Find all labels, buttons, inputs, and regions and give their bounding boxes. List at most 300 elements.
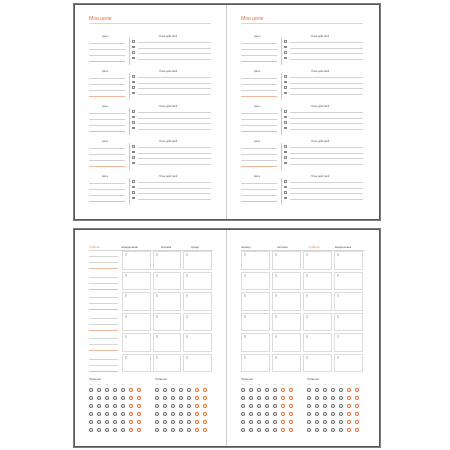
plan-line [138,153,211,154]
habit-circle [129,388,133,392]
date-marker [125,315,127,318]
weekday-abbr: вс [138,384,140,386]
checkbox [284,92,287,95]
checkbox [132,51,135,54]
habit-circle [257,388,261,392]
goal-line [241,113,277,114]
habit-circle [307,428,311,432]
habit-circle [89,428,93,432]
habit-circle [179,412,183,416]
date-marker [244,253,246,256]
habits-label: Привычки [89,378,101,381]
checkbox [132,180,135,183]
date-marker [306,335,308,338]
habit-circle [89,412,93,416]
goal-label: Цель [254,70,261,73]
habit-circle [203,428,207,432]
habit-circle [121,396,125,400]
habit-circle [195,412,199,416]
habit-circle [121,428,125,432]
habit-circle [137,388,141,392]
day-cell [303,272,332,291]
habit-circle [105,396,109,400]
habit-circle [315,428,319,432]
plan-label: План действий [159,175,178,178]
date-marker [186,335,188,338]
date-marker [186,315,188,318]
day-cell [272,292,301,311]
day-cell [122,272,151,291]
goal-line [89,148,125,149]
plan-line [138,182,211,183]
habit-circle [113,412,117,416]
day-cell [153,313,182,332]
date-marker [186,294,188,297]
checkbox [132,191,135,194]
day-cell [272,313,301,332]
checkbox [284,121,287,124]
habit-circle [97,388,101,392]
date-marker [156,315,158,318]
weekday-abbr: вс [290,384,292,386]
goal-line [89,78,125,79]
day-cell [272,272,301,291]
goal-line [241,148,277,149]
goal-line [89,61,125,62]
habit-circle [331,388,335,392]
habit-circle [347,404,351,408]
weekday-abbr: вт [164,384,166,386]
checkbox [284,51,287,54]
goal-line [89,201,125,202]
habit-circle [129,428,133,432]
habit-circle [121,388,125,392]
block-divider [281,143,282,170]
weekday-label: среда [191,245,199,249]
goal-block [89,140,211,170]
goal-label: Цель [254,35,261,38]
checkbox [284,156,287,159]
habit-circle [105,404,109,408]
habit-circle [105,412,109,416]
date-marker [306,294,308,297]
habit-circle [129,420,133,424]
date-marker [275,356,277,359]
checkbox [132,156,135,159]
habit-circle [129,396,133,400]
habit-circle [355,388,359,392]
habit-tracker [89,378,149,440]
weekday-abbr: ср [172,384,174,386]
date-marker [244,274,246,277]
note-line [89,365,118,366]
weekday-abbr: ср [258,384,260,386]
weekday-abbr: пт [340,384,342,386]
plan-line [290,59,363,60]
habit-circle [241,420,245,424]
block-divider [129,178,130,205]
plan-line [138,199,211,200]
day-cell [334,354,363,373]
habit-circle [347,420,351,424]
plan-line [290,123,363,124]
plan-label: План действий [311,175,330,178]
date-marker [156,335,158,338]
habit-circle [155,388,159,392]
habit-circle [249,428,253,432]
goals-page-left [75,5,226,219]
habit-circle [331,404,335,408]
habit-circle [249,412,253,416]
habit-circle [289,404,293,408]
weekday-abbr: чт [266,384,268,386]
habit-circle [187,404,191,408]
date-marker [156,294,158,297]
habit-circle [155,412,159,416]
day-cell [334,313,363,332]
habit-circle [113,404,117,408]
date-marker [156,253,158,256]
habit-circle [289,396,293,400]
weekday-abbr: ср [106,384,108,386]
goal-label: Цель [102,175,109,178]
habit-circle [281,412,285,416]
habit-circle [315,412,319,416]
habit-circle [179,428,183,432]
habit-circle [155,396,159,400]
note-line [89,262,118,263]
checkbox [284,81,287,84]
day-cell [153,272,182,291]
habit-circle [257,420,261,424]
plan-line [138,123,211,124]
habits-label: Привычки [241,378,253,381]
goal-block [89,175,211,205]
plan-line [290,94,363,95]
date-marker [125,356,127,359]
habit-circle [339,396,343,400]
goal-line [241,131,277,132]
checkbox [132,92,135,95]
habit-circle [203,412,207,416]
note-line [89,256,118,257]
weekday-label: суббота [89,245,100,249]
note-line [89,359,118,360]
goal-label: Цель [254,175,261,178]
checkbox [284,162,287,165]
goal-block [241,105,363,135]
goal-line [89,49,125,50]
goal-line [89,166,125,167]
plan-label: План действий [159,140,178,143]
checkbox [132,127,135,130]
habit-circle [137,420,141,424]
habit-circle [257,428,261,432]
habit-tracker [155,378,215,440]
habit-circle [203,404,207,408]
date-marker [156,274,158,277]
habit-circle [339,388,343,392]
goal-block [89,105,211,135]
weekday-label: пятница [277,245,288,249]
goal-label: Цель [254,105,261,108]
day-cell [241,333,270,352]
note-line [89,318,118,319]
habit-circle [195,420,199,424]
plan-line [290,147,363,148]
goal-line [89,113,125,114]
goal-line [241,49,277,50]
checkbox [132,145,135,148]
checkbox [132,151,135,154]
checkbox [284,57,287,60]
plan-label: План действий [311,70,330,73]
habit-circle [289,412,293,416]
day-cell [303,354,332,373]
plan-line [290,88,363,89]
note-line [89,283,118,284]
habit-circle [289,420,293,424]
weekday-abbr: пн [156,384,158,386]
day-cell [334,251,363,270]
habit-circle [179,420,183,424]
weekday-abbr: вт [316,384,318,386]
goal-line [241,166,277,167]
plan-line [290,42,363,43]
day-cell [153,333,182,352]
day-cell [122,292,151,311]
habit-circle [121,420,125,424]
block-divider [281,108,282,135]
goal-line [241,61,277,62]
weekday-abbr: чт [114,384,116,386]
habit-circle [331,420,335,424]
date-marker [337,294,339,297]
habit-circle [323,404,327,408]
habit-circle [195,388,199,392]
checkbox [132,46,135,49]
habit-circle [265,388,269,392]
habit-circle [129,412,133,416]
day-cell [153,292,182,311]
habits-label: Привычки [155,378,167,381]
day-cell [241,354,270,373]
weekday-label: воскресенье [335,245,352,249]
goal-line [241,55,277,56]
goal-label: Цель [102,105,109,108]
habit-circle [273,388,277,392]
habit-circle [121,404,125,408]
plan-label: План действий [311,105,330,108]
plan-line [290,112,363,113]
habit-circle [265,420,269,424]
goal-line [89,183,125,184]
plan-label: План действий [159,70,178,73]
goal-line [89,43,125,44]
goal-line [241,125,277,126]
goal-line [89,90,125,91]
weekday-label: вторник [161,245,172,249]
plan-line [290,118,363,119]
day-cell [303,313,332,332]
weekday-abbr: пт [188,384,190,386]
day-cell [122,313,151,332]
habits-label: Привычки [307,378,319,381]
habit-circle [113,396,117,400]
day-cell [334,292,363,311]
habit-circle [241,412,245,416]
habit-circle [97,404,101,408]
goal-line [89,160,125,161]
checkbox [284,197,287,200]
plan-line [290,182,363,183]
habit-circle [315,396,319,400]
plan-line [290,188,363,189]
plan-line [290,48,363,49]
checkbox [284,127,287,130]
goal-block [241,35,363,65]
habit-circle [281,388,285,392]
date-marker [337,356,339,359]
habit-circle [355,396,359,400]
goal-line [89,96,125,97]
habit-circle [89,388,93,392]
habit-circle [171,404,175,408]
date-marker [125,294,127,297]
plan-line [138,112,211,113]
habit-circle [113,428,117,432]
habit-circle [339,428,343,432]
plan-line [138,129,211,130]
goals-spread [74,4,380,220]
goal-block [241,175,363,205]
title-rule [241,23,363,24]
habit-circle [315,404,319,408]
goal-label: Цель [102,70,109,73]
plan-line [290,153,363,154]
habit-circle [179,388,183,392]
habit-circle [307,412,311,416]
goal-line [241,201,277,202]
note-line [89,268,118,269]
habit-circle [97,412,101,416]
habit-circle [187,396,191,400]
checkbox [284,186,287,189]
goal-line [89,84,125,85]
habit-circle [105,420,109,424]
goal-block [241,70,363,100]
habit-circle [281,428,285,432]
habit-circle [257,412,261,416]
weekday-abbr: ср [324,384,326,386]
plan-line [138,118,211,119]
habit-circle [137,428,141,432]
date-marker [244,335,246,338]
habit-circle [163,396,167,400]
note-line [89,297,118,298]
plan-line [138,147,211,148]
day-cell [183,272,212,291]
day-cell [272,333,301,352]
habit-circle [281,420,285,424]
habit-circle [307,396,311,400]
goals-page-right [227,5,379,219]
habit-circle [355,420,359,424]
date-marker [244,315,246,318]
goal-line [89,125,125,126]
habit-circle [273,412,277,416]
day-cell [303,333,332,352]
habit-circle [249,420,253,424]
checkbox [284,191,287,194]
goal-block [89,35,211,65]
goal-line [89,195,125,196]
note-line [89,344,118,345]
block-divider [281,178,282,205]
date-marker [306,274,308,277]
weekday-abbr: пт [274,384,276,386]
habit-circle [347,412,351,416]
habit-circle [257,404,261,408]
habit-circle [347,388,351,392]
weekday-abbr: пн [242,384,244,386]
habit-circle [315,388,319,392]
goal-line [241,43,277,44]
habit-circle [171,412,175,416]
habit-circle [241,396,245,400]
date-marker [156,356,158,359]
habit-circle [155,420,159,424]
habit-circle [331,428,335,432]
habit-circle [203,388,207,392]
habit-circle [89,396,93,400]
plan-label: План действий [159,105,178,108]
checkbox [132,75,135,78]
goal-line [241,84,277,85]
habit-circle [179,404,183,408]
date-marker [275,274,277,277]
checkbox [132,116,135,119]
goal-label: Цель [254,140,261,143]
habit-circle [171,420,175,424]
day-cell [122,354,151,373]
day-cell [272,354,301,373]
weekday-abbr: пн [90,384,92,386]
checkbox [284,40,287,43]
weekday-abbr: чт [180,384,182,386]
date-marker [337,335,339,338]
habit-circle [273,404,277,408]
checkbox [132,121,135,124]
goal-block [89,70,211,100]
day-cell [334,333,363,352]
habit-circle [187,420,191,424]
goal-label: Цель [102,140,109,143]
habit-circle [265,428,269,432]
week-page-left [75,230,226,446]
weekday-abbr: пт [122,384,124,386]
checkbox [284,151,287,154]
plan-line [138,158,211,159]
goal-line [241,183,277,184]
weekday-label: суббота [309,245,320,249]
habit-circle [265,404,269,408]
note-line [89,277,118,278]
checkbox [284,180,287,183]
habit-circle [97,420,101,424]
habit-circle [355,404,359,408]
habit-circle [281,404,285,408]
